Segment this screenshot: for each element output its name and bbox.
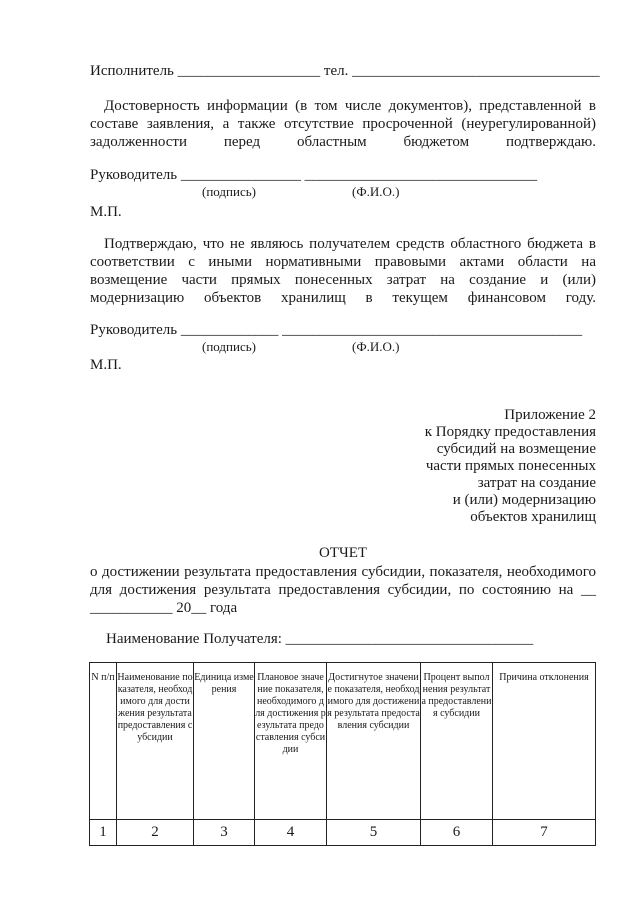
recipient-line: Наименование Получателя: _________________________________ [106, 631, 534, 647]
header-cell-achieved-value: Достигнутое значение показателя, необходимого для достижения результата предоставления субсидии [327, 663, 421, 820]
table-cell: 2 [117, 820, 194, 846]
head-signature-line-1: Руководитель ________________ _______________________________ [90, 167, 538, 183]
appendix-line: объектов хранилищ [470, 509, 596, 525]
appendix-line: части прямых понесенных [425, 458, 596, 474]
table-cell: 7 [493, 820, 596, 846]
signature-label-2: (подпись) [202, 339, 256, 354]
stamp-label-1: М.П. [90, 204, 122, 220]
report-table [89, 662, 596, 846]
table-cell: 3 [194, 820, 255, 846]
table-cell: 1 [90, 820, 117, 846]
signature-label-1: (подпись) [202, 184, 256, 199]
table-row [90, 820, 596, 846]
executor-line: Исполнитель ___________________ тел. _________________________________ [90, 63, 600, 79]
header-cell-number: N п/п [90, 663, 117, 820]
header-cell-percent: Процент выполнения результата предоставления субсидии [421, 663, 493, 820]
header-cell-reason: Причина отклонения [493, 663, 596, 820]
appendix-caption [336, 407, 596, 526]
report-title: ОТЧЕТ [318, 545, 368, 561]
table-header-row [90, 663, 596, 820]
header-cell-unit: Единица измерения [194, 663, 255, 820]
appendix-line: Приложение 2 [504, 407, 596, 423]
appendix-line: к Порядку предоставления [424, 424, 596, 440]
confirmation-paragraph-1: Достоверность информации (в том числе документов), представленной в составе заявления, а также отсутствие просроченной (неурегулированной) задолженности перед областным бюджетом подтверждаю. [90, 98, 596, 150]
name-label-2: (Ф.И.О.) [352, 339, 400, 354]
stamp-label-2: М.П. [90, 357, 122, 373]
head-signature-line-2: Руководитель _____________ ________________________________________ [90, 322, 583, 338]
table-cell: 5 [327, 820, 421, 846]
appendix-line: субсидий на возмещение [436, 441, 596, 457]
confirmation-paragraph-2: Подтверждаю, что не являюсь получателем средств областного бюджета в соответствии с иными нормативными правовыми актами области на возмещение части прямых понесенных затрат на создание и (или) модернизацию объектов хранилищ в текущем финансовом году. [90, 236, 596, 306]
header-cell-planned-value: Плановое значение показателя, необходимого для достижения результата предоставления субсидии [255, 663, 327, 820]
header-cell-indicator-name: Наименование показателя, необходимого для достижения результата предоставления субсидии [117, 663, 194, 820]
table-cell: 4 [255, 820, 327, 846]
appendix-line: и (или) модернизацию [452, 492, 596, 508]
table-cell: 6 [421, 820, 493, 846]
appendix-line: затрат на создание [477, 475, 596, 491]
report-subtitle: о достижении результата предоставления субсидии, показателя, необходимого для достижения результата предоставления субсидии, по состоянию на __ ___________ 20__ года [90, 564, 596, 616]
name-label-1: (Ф.И.О.) [352, 184, 400, 199]
